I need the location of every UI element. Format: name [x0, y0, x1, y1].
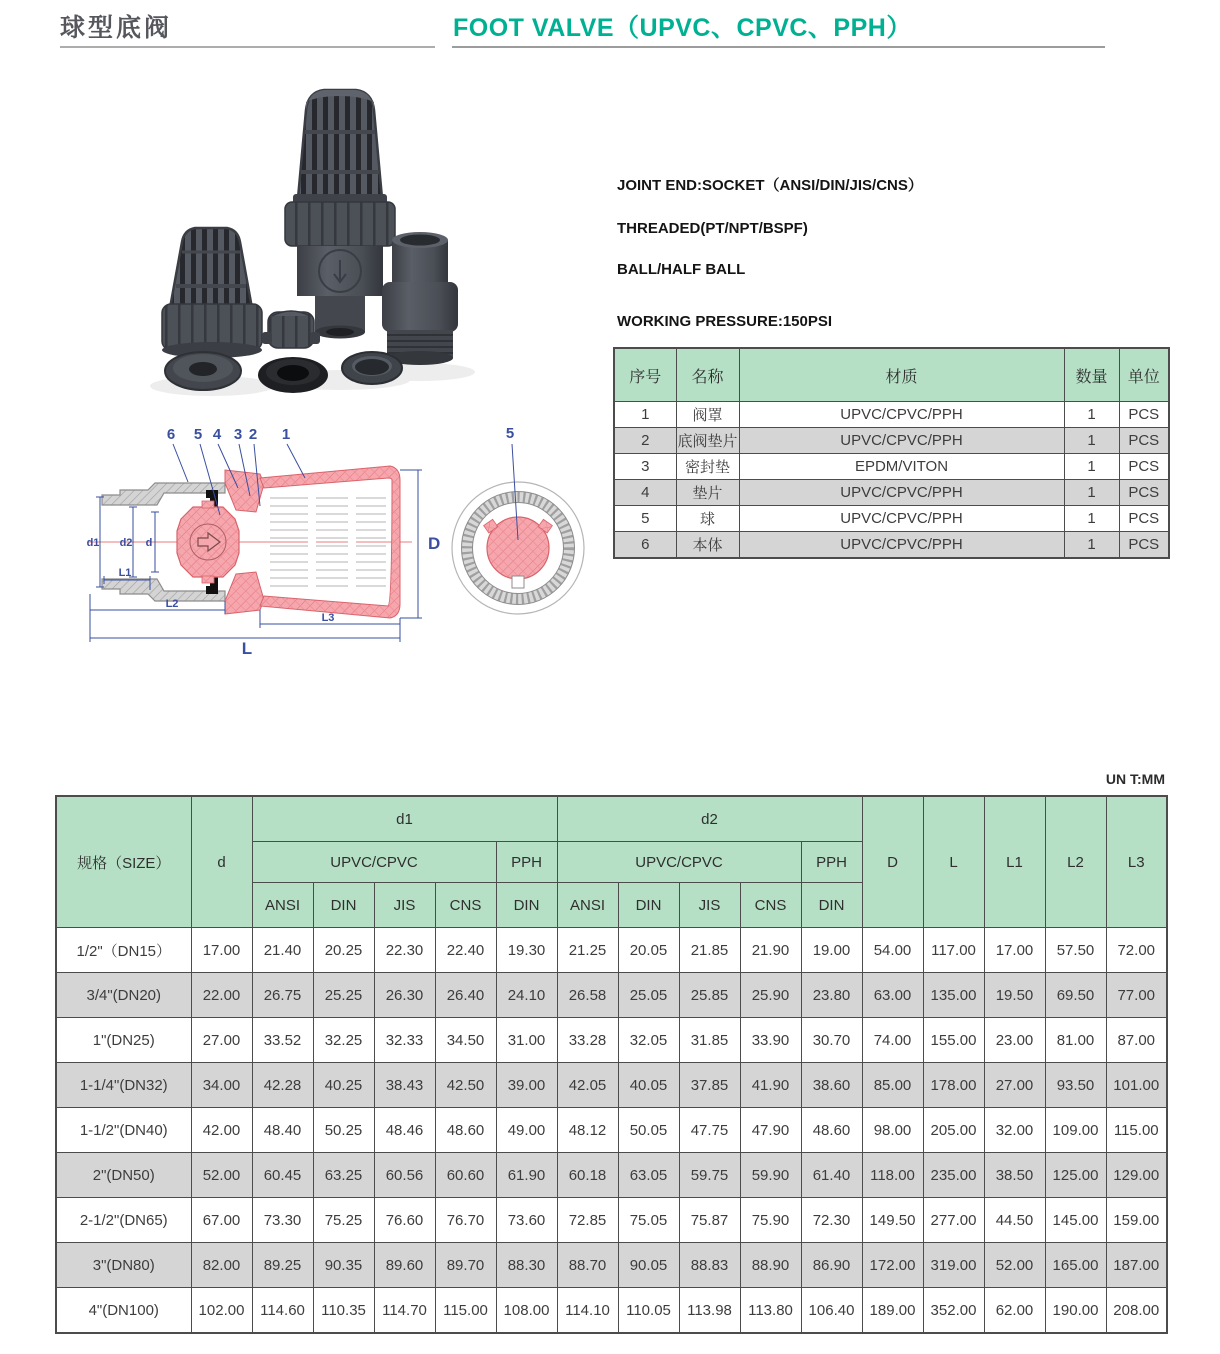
dim-value-cell: 114.70	[374, 1288, 435, 1334]
dim-value-cell: 48.60	[801, 1108, 862, 1153]
dim-value-cell: 17.00	[984, 928, 1045, 973]
dim-value-cell: 115.00	[1106, 1108, 1167, 1153]
dim-value-cell: 22.30	[374, 928, 435, 973]
dim-header-d2-din: DIN	[618, 883, 679, 928]
dim-value-cell: 59.75	[679, 1153, 740, 1198]
dim-size-cell: 1-1/2"(DN40)	[56, 1108, 191, 1153]
dim-value-cell: 54.00	[862, 928, 923, 973]
dim-value-cell: 19.50	[984, 973, 1045, 1018]
dim-value-cell: 57.50	[1045, 928, 1106, 973]
dim-value-cell: 42.50	[435, 1063, 496, 1108]
dim-value-cell: 40.05	[618, 1063, 679, 1108]
dim-value-cell: 93.50	[1045, 1063, 1106, 1108]
dim-value-cell: 23.00	[984, 1018, 1045, 1063]
dim-value-cell: 86.90	[801, 1243, 862, 1288]
dim-value-cell: 32.33	[374, 1018, 435, 1063]
dim-value-cell: 352.00	[923, 1288, 984, 1334]
parts-cell: EPDM/VITON	[739, 454, 1064, 480]
dim-D: D	[428, 534, 441, 553]
part-label-6: 6	[166, 426, 176, 443]
dim-value-cell: 75.87	[679, 1198, 740, 1243]
dim-d1: d1	[86, 537, 100, 549]
dim-value-cell: 61.40	[801, 1153, 862, 1198]
cross-section-drawing	[87, 426, 441, 658]
dim-value-cell: 110.05	[618, 1288, 679, 1334]
title-divider-right	[452, 46, 1105, 48]
dim-value-cell: 90.05	[618, 1243, 679, 1288]
dim-header-row-1	[56, 796, 1167, 842]
dim-value-cell: 26.58	[557, 973, 618, 1018]
photo-gasket-gray-left	[165, 352, 241, 390]
page-title-cn: 球型底阀	[60, 14, 173, 42]
parts-cell: UPVC/CPVC/PPH	[739, 480, 1064, 506]
dim-header-d: d	[191, 796, 252, 928]
parts-cell: PCS	[1119, 428, 1169, 454]
dim-value-cell: 44.50	[984, 1198, 1045, 1243]
dim-value-cell: 129.00	[1106, 1153, 1167, 1198]
dim-row	[56, 1153, 1167, 1198]
dim-size-cell: 3/4"(DN20)	[56, 973, 191, 1018]
dim-value-cell: 109.00	[1045, 1108, 1106, 1153]
part-label-5: 5	[193, 426, 203, 443]
parts-table	[613, 347, 1170, 559]
dim-value-cell: 33.52	[252, 1018, 313, 1063]
dim-value-cell: 101.00	[1106, 1063, 1167, 1108]
dim-size-cell: 2-1/2"(DN65)	[56, 1198, 191, 1243]
parts-cell: 4	[614, 480, 676, 506]
dim-header-d1-pph: PPH	[496, 842, 557, 883]
parts-header-qty: 数量	[1064, 348, 1119, 402]
parts-cell: PCS	[1119, 480, 1169, 506]
part-number-labels	[167, 426, 290, 443]
product-photo	[100, 80, 600, 410]
dim-value-cell: 37.85	[679, 1063, 740, 1108]
parts-cell: 1	[614, 402, 676, 428]
dim-value-cell: 22.40	[435, 928, 496, 973]
dim-size-cell: 3"(DN80)	[56, 1243, 191, 1288]
dim-value-cell: 73.30	[252, 1198, 313, 1243]
dim-value-cell: 23.80	[801, 973, 862, 1018]
parts-cell: UPVC/CPVC/PPH	[739, 402, 1064, 428]
dim-value-cell: 73.60	[496, 1198, 557, 1243]
dim-header-d1-group: d1	[252, 796, 557, 842]
dim-value-cell: 38.60	[801, 1063, 862, 1108]
dim-value-cell: 72.00	[1106, 928, 1167, 973]
dim-header-d2-ansi: ANSI	[557, 883, 618, 928]
dim-value-cell: 90.35	[313, 1243, 374, 1288]
dim-row	[56, 1198, 1167, 1243]
dim-value-cell: 32.00	[984, 1108, 1045, 1153]
dim-value-cell: 25.05	[618, 973, 679, 1018]
dim-value-cell: 117.00	[923, 928, 984, 973]
dim-value-cell: 27.00	[984, 1063, 1045, 1108]
dim-value-cell: 72.85	[557, 1198, 618, 1243]
dim-value-cell: 42.05	[557, 1063, 618, 1108]
dim-header-d1-cns: CNS	[435, 883, 496, 928]
dim-value-cell: 110.35	[313, 1288, 374, 1334]
dim-row	[56, 1108, 1167, 1153]
dim-value-cell: 26.40	[435, 973, 496, 1018]
part-label-2: 2	[248, 426, 258, 443]
dim-value-cell: 178.00	[923, 1063, 984, 1108]
dim-value-cell: 89.60	[374, 1243, 435, 1288]
part-label-3: 3	[233, 426, 243, 443]
dim-header-size: 规格（SIZE）	[56, 796, 191, 928]
spec-threaded: THREADED(PT/NPT/BSPF)	[617, 220, 808, 237]
dim-value-cell: 102.00	[191, 1288, 252, 1334]
dim-value-cell: 50.05	[618, 1108, 679, 1153]
dim-value-cell: 52.00	[191, 1153, 252, 1198]
dim-L1: L1	[118, 567, 132, 579]
dim-value-cell: 38.50	[984, 1153, 1045, 1198]
dim-value-cell: 48.60	[435, 1108, 496, 1153]
dim-header-d2-upvc: UPVC/CPVC	[557, 842, 801, 883]
parts-header-unit: 单位	[1119, 348, 1169, 402]
dim-value-cell: 40.25	[313, 1063, 374, 1108]
dim-value-cell: 33.28	[557, 1018, 618, 1063]
dim-value-cell: 159.00	[1106, 1198, 1167, 1243]
parts-cell: 2	[614, 428, 676, 454]
dim-value-cell: 39.00	[496, 1063, 557, 1108]
dim-value-cell: 172.00	[862, 1243, 923, 1288]
dim-value-cell: 76.70	[435, 1198, 496, 1243]
dim-value-cell: 319.00	[923, 1243, 984, 1288]
dim-header-d2-pph: PPH	[801, 842, 862, 883]
dim-d: d	[145, 537, 153, 549]
parts-cell: 3	[614, 454, 676, 480]
dim-value-cell: 19.00	[801, 928, 862, 973]
dim-value-cell: 32.25	[313, 1018, 374, 1063]
parts-row	[614, 402, 1169, 428]
dim-value-cell: 205.00	[923, 1108, 984, 1153]
dim-value-cell: 33.90	[740, 1018, 801, 1063]
end-view-drawing	[452, 425, 584, 614]
spec-ball: BALL/HALF BALL	[617, 261, 746, 278]
parts-cell: 6	[614, 532, 676, 559]
dim-value-cell: 48.40	[252, 1108, 313, 1153]
dim-d2: d2	[119, 537, 133, 549]
dim-value-cell: 89.25	[252, 1243, 313, 1288]
dim-value-cell: 88.90	[740, 1243, 801, 1288]
dim-value-cell: 49.00	[496, 1108, 557, 1153]
parts-cell: UPVC/CPVC/PPH	[739, 428, 1064, 454]
dim-header-d1-pph-din: DIN	[496, 883, 557, 928]
parts-header-name: 名称	[676, 348, 739, 402]
parts-cell: 1	[1064, 532, 1119, 559]
dim-value-cell: 135.00	[923, 973, 984, 1018]
dim-value-cell: 113.98	[679, 1288, 740, 1334]
dim-value-cell: 76.60	[374, 1198, 435, 1243]
dim-value-cell: 72.30	[801, 1198, 862, 1243]
dim-value-cell: 149.50	[862, 1198, 923, 1243]
dim-value-cell: 155.00	[923, 1018, 984, 1063]
dim-value-cell: 22.00	[191, 973, 252, 1018]
dim-value-cell: 61.90	[496, 1153, 557, 1198]
title-divider-left	[60, 46, 435, 48]
dim-size-cell: 4"(DN100)	[56, 1288, 191, 1334]
dim-value-cell: 31.00	[496, 1018, 557, 1063]
dim-value-cell: 74.00	[862, 1018, 923, 1063]
photo-strainer-small	[162, 228, 262, 358]
dim-value-cell: 42.00	[191, 1108, 252, 1153]
dim-value-cell: 75.25	[313, 1198, 374, 1243]
dim-L2: L2	[165, 598, 179, 610]
dim-value-cell: 47.90	[740, 1108, 801, 1153]
dim-header-L2: L2	[1045, 796, 1106, 928]
dim-value-cell: 21.85	[679, 928, 740, 973]
dim-value-cell: 89.70	[435, 1243, 496, 1288]
dim-value-cell: 190.00	[1045, 1288, 1106, 1334]
dim-value-cell: 77.00	[1106, 973, 1167, 1018]
dim-value-cell: 60.60	[435, 1153, 496, 1198]
dim-value-cell: 50.25	[313, 1108, 374, 1153]
parts-cell: 底阀垫片	[676, 428, 739, 454]
dim-value-cell: 235.00	[923, 1153, 984, 1198]
dim-header-d1-din: DIN	[313, 883, 374, 928]
dim-value-cell: 145.00	[1045, 1198, 1106, 1243]
dim-value-cell: 108.00	[496, 1288, 557, 1334]
parts-cell: 垫片	[676, 480, 739, 506]
dim-value-cell: 21.25	[557, 928, 618, 973]
dim-header-d1-upvc: UPVC/CPVC	[252, 842, 496, 883]
dim-value-cell: 63.05	[618, 1153, 679, 1198]
parts-header-no: 序号	[614, 348, 676, 402]
dim-value-cell: 85.00	[862, 1063, 923, 1108]
dim-value-cell: 63.00	[862, 973, 923, 1018]
dim-row	[56, 1288, 1167, 1334]
photo-gasket-black-middle	[258, 357, 328, 393]
parts-row	[614, 454, 1169, 480]
dim-value-cell: 81.00	[1045, 1018, 1106, 1063]
parts-cell: PCS	[1119, 532, 1169, 559]
dim-value-cell: 118.00	[862, 1153, 923, 1198]
parts-cell: 阀罩	[676, 402, 739, 428]
parts-cell: 密封垫	[676, 454, 739, 480]
parts-cell: 球	[676, 506, 739, 532]
photo-socket-adapter	[382, 232, 458, 365]
technical-drawing	[60, 420, 605, 675]
dim-L3: L3	[321, 612, 335, 624]
dim-header-d2-pph-din: DIN	[801, 883, 862, 928]
dim-value-cell: 98.00	[862, 1108, 923, 1153]
dim-size-cell: 1"(DN25)	[56, 1018, 191, 1063]
dim-value-cell: 75.90	[740, 1198, 801, 1243]
parts-cell: 本体	[676, 532, 739, 559]
dim-value-cell: 63.25	[313, 1153, 374, 1198]
dim-value-cell: 165.00	[1045, 1243, 1106, 1288]
dim-row	[56, 928, 1167, 973]
parts-row	[614, 532, 1169, 559]
dim-value-cell: 277.00	[923, 1198, 984, 1243]
dim-value-cell: 41.90	[740, 1063, 801, 1108]
photo-foot-valve-large	[285, 90, 395, 339]
dim-size-cell: 2"(DN50)	[56, 1153, 191, 1198]
parts-cell: PCS	[1119, 454, 1169, 480]
parts-cell: 1	[1064, 402, 1119, 428]
dim-value-cell: 30.70	[801, 1018, 862, 1063]
dim-header-L: L	[923, 796, 984, 928]
dim-value-cell: 26.75	[252, 973, 313, 1018]
dim-value-cell: 125.00	[1045, 1153, 1106, 1198]
dim-header-d1-ansi: ANSI	[252, 883, 313, 928]
dim-size-cell: 1-1/4"(DN32)	[56, 1063, 191, 1108]
parts-cell: 5	[614, 506, 676, 532]
dim-value-cell: 62.00	[984, 1288, 1045, 1334]
part-label-1: 1	[281, 426, 291, 443]
dim-value-cell: 25.25	[313, 973, 374, 1018]
dim-value-cell: 34.50	[435, 1018, 496, 1063]
dim-value-cell: 32.05	[618, 1018, 679, 1063]
photo-cap-small	[262, 311, 320, 348]
parts-cell: UPVC/CPVC/PPH	[739, 532, 1064, 559]
dim-value-cell: 106.40	[801, 1288, 862, 1334]
dim-value-cell: 189.00	[862, 1288, 923, 1334]
dim-value-cell: 113.80	[740, 1288, 801, 1334]
dim-header-L1: L1	[984, 796, 1045, 928]
parts-header-mat: 材质	[739, 348, 1064, 402]
page-title-en: FOOT VALVE（UPVC、CPVC、PPH）	[453, 14, 912, 42]
parts-cell: 1	[1064, 428, 1119, 454]
dim-value-cell: 115.00	[435, 1288, 496, 1334]
parts-cell: UPVC/CPVC/PPH	[739, 506, 1064, 532]
dim-L: L	[241, 639, 253, 658]
dim-value-cell: 27.00	[191, 1018, 252, 1063]
spec-joint-end: JOINT END:SOCKET（ANSI/DIN/JIS/CNS）	[617, 177, 923, 194]
dim-header-d2-jis: JIS	[679, 883, 740, 928]
dim-value-cell: 208.00	[1106, 1288, 1167, 1334]
parts-cell: 1	[1064, 454, 1119, 480]
dim-value-cell: 20.25	[313, 928, 374, 973]
dim-value-cell: 34.00	[191, 1063, 252, 1108]
dim-value-cell: 114.60	[252, 1288, 313, 1334]
parts-cell: PCS	[1119, 506, 1169, 532]
dim-value-cell: 26.30	[374, 973, 435, 1018]
dim-value-cell: 60.18	[557, 1153, 618, 1198]
dim-value-cell: 21.40	[252, 928, 313, 973]
dim-row	[56, 973, 1167, 1018]
parts-cell: PCS	[1119, 402, 1169, 428]
parts-row	[614, 428, 1169, 454]
dim-value-cell: 48.12	[557, 1108, 618, 1153]
dim-value-cell: 88.70	[557, 1243, 618, 1288]
end-view-part-label: 5	[505, 425, 515, 442]
parts-cell: 1	[1064, 480, 1119, 506]
dim-value-cell: 67.00	[191, 1198, 252, 1243]
dim-value-cell: 52.00	[984, 1243, 1045, 1288]
dim-value-cell: 114.10	[557, 1288, 618, 1334]
parts-row	[614, 506, 1169, 532]
dim-value-cell: 31.85	[679, 1018, 740, 1063]
dim-value-cell: 187.00	[1106, 1243, 1167, 1288]
dim-value-cell: 75.05	[618, 1198, 679, 1243]
dim-value-cell: 17.00	[191, 928, 252, 973]
dim-header-D: D	[862, 796, 923, 928]
dim-value-cell: 48.46	[374, 1108, 435, 1153]
dim-value-cell: 69.50	[1045, 973, 1106, 1018]
dim-value-cell: 25.85	[679, 973, 740, 1018]
dim-value-cell: 47.75	[679, 1108, 740, 1153]
unit-note: UN T:MM	[1105, 771, 1165, 787]
dim-value-cell: 87.00	[1106, 1018, 1167, 1063]
parts-cell: 1	[1064, 506, 1119, 532]
spec-pressure: WORKING PRESSURE:150PSI	[617, 313, 833, 330]
parts-row	[614, 480, 1169, 506]
dim-value-cell: 88.30	[496, 1243, 557, 1288]
dim-value-cell: 25.90	[740, 973, 801, 1018]
dim-row	[56, 1018, 1167, 1063]
dim-value-cell: 24.10	[496, 973, 557, 1018]
dim-value-cell: 82.00	[191, 1243, 252, 1288]
dim-row	[56, 1243, 1167, 1288]
dim-value-cell: 60.56	[374, 1153, 435, 1198]
dim-value-cell: 60.45	[252, 1153, 313, 1198]
dim-value-cell: 20.05	[618, 928, 679, 973]
dim-value-cell: 19.30	[496, 928, 557, 973]
dim-header-d2-group: d2	[557, 796, 862, 842]
part-label-4: 4	[212, 426, 222, 443]
dim-row	[56, 1063, 1167, 1108]
dim-value-cell: 38.43	[374, 1063, 435, 1108]
dim-value-cell: 59.90	[740, 1153, 801, 1198]
dimension-table	[55, 795, 1168, 1334]
dim-size-cell: 1/2"（DN15）	[56, 928, 191, 973]
dim-value-cell: 88.83	[679, 1243, 740, 1288]
dim-header-d1-jis: JIS	[374, 883, 435, 928]
parts-header-row	[614, 348, 1169, 402]
dim-value-cell: 21.90	[740, 928, 801, 973]
dim-header-d2-cns: CNS	[740, 883, 801, 928]
dim-header-L3: L3	[1106, 796, 1167, 928]
photo-gasket-ring-right	[342, 352, 402, 384]
dim-value-cell: 42.28	[252, 1063, 313, 1108]
